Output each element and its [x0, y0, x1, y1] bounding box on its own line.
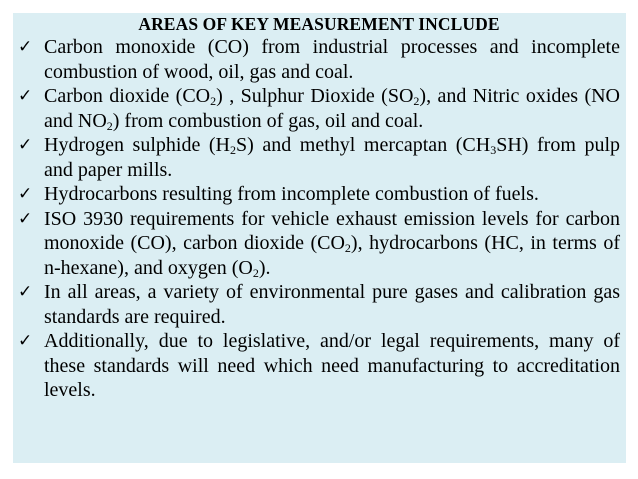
subscript: 2 — [252, 265, 259, 280]
bullet-text: Hydrogen sulphide $(H_2S)$ and methyl mercaptan $(CH_3SH)$ from pulp and paper mills. — [44, 134, 620, 181]
bullet-item-iso-3930 — [18, 207, 620, 281]
subscript: 2 — [344, 241, 351, 255]
section-heading: AREAS OF KEY MEASUREMENT INCLUDE — [138, 14, 500, 34]
bullet-text: ISO 3930 requirements for vehicle exhaust emission levels for carbon monoxide (CO), carbon dioxide $(CO_2)$, hydrocarbons (HC, in terms of n-hexane), and oxygen $(O_2)$. — [44, 207, 620, 280]
check-mark-icon: ✓ — [18, 331, 33, 351]
bullet-item-accreditation — [18, 329, 620, 403]
check-mark-icon: ✓ — [18, 208, 33, 229]
bullet-item-hydrocarbons — [18, 182, 620, 207]
bullet-text: Carbon dioxide $(CO_2)$ , Sulphur Dioxide $(SO_2)$, and Nitric oxides (NO and $NO_2$) from combustion of gas, oil and coal. — [44, 85, 620, 133]
content-panel — [13, 13, 626, 463]
check-mark-icon: ✓ — [18, 86, 33, 106]
bullet-text: In all areas, a variety of environmental pure gases and calibration gas standards are required. — [44, 281, 620, 328]
subscript: 2 — [210, 94, 217, 108]
bullet-item-carbon-dioxide — [18, 84, 620, 133]
subscript: 2 — [106, 118, 113, 133]
bullet-item-hydrogen-sulphide — [18, 133, 620, 182]
subscript: 2 — [230, 143, 236, 157]
subscript: 2 — [413, 94, 420, 108]
subscript: 3 — [490, 143, 497, 157]
bullet-item-pure-gases — [18, 280, 620, 329]
check-mark-icon: ✓ — [18, 184, 33, 204]
check-mark-icon: ✓ — [18, 135, 33, 155]
check-mark-icon: ✓ — [18, 282, 33, 302]
check-mark-icon: ✓ — [18, 37, 33, 57]
bullet-text: Hydrocarbons resulting from incomplete combustion of fuels. — [44, 183, 539, 205]
bullet-list — [18, 35, 620, 403]
bullet-text: Additionally, due to legislative, and/or legal requirements, many of these standards will need which need manufacturing to accreditation levels. — [44, 330, 620, 401]
bullet-text: Carbon monoxide (CO) from industrial processes and incomplete combustion of wood, oil, gas and coal. — [44, 36, 620, 83]
bullet-item-carbon-monoxide — [18, 35, 620, 84]
